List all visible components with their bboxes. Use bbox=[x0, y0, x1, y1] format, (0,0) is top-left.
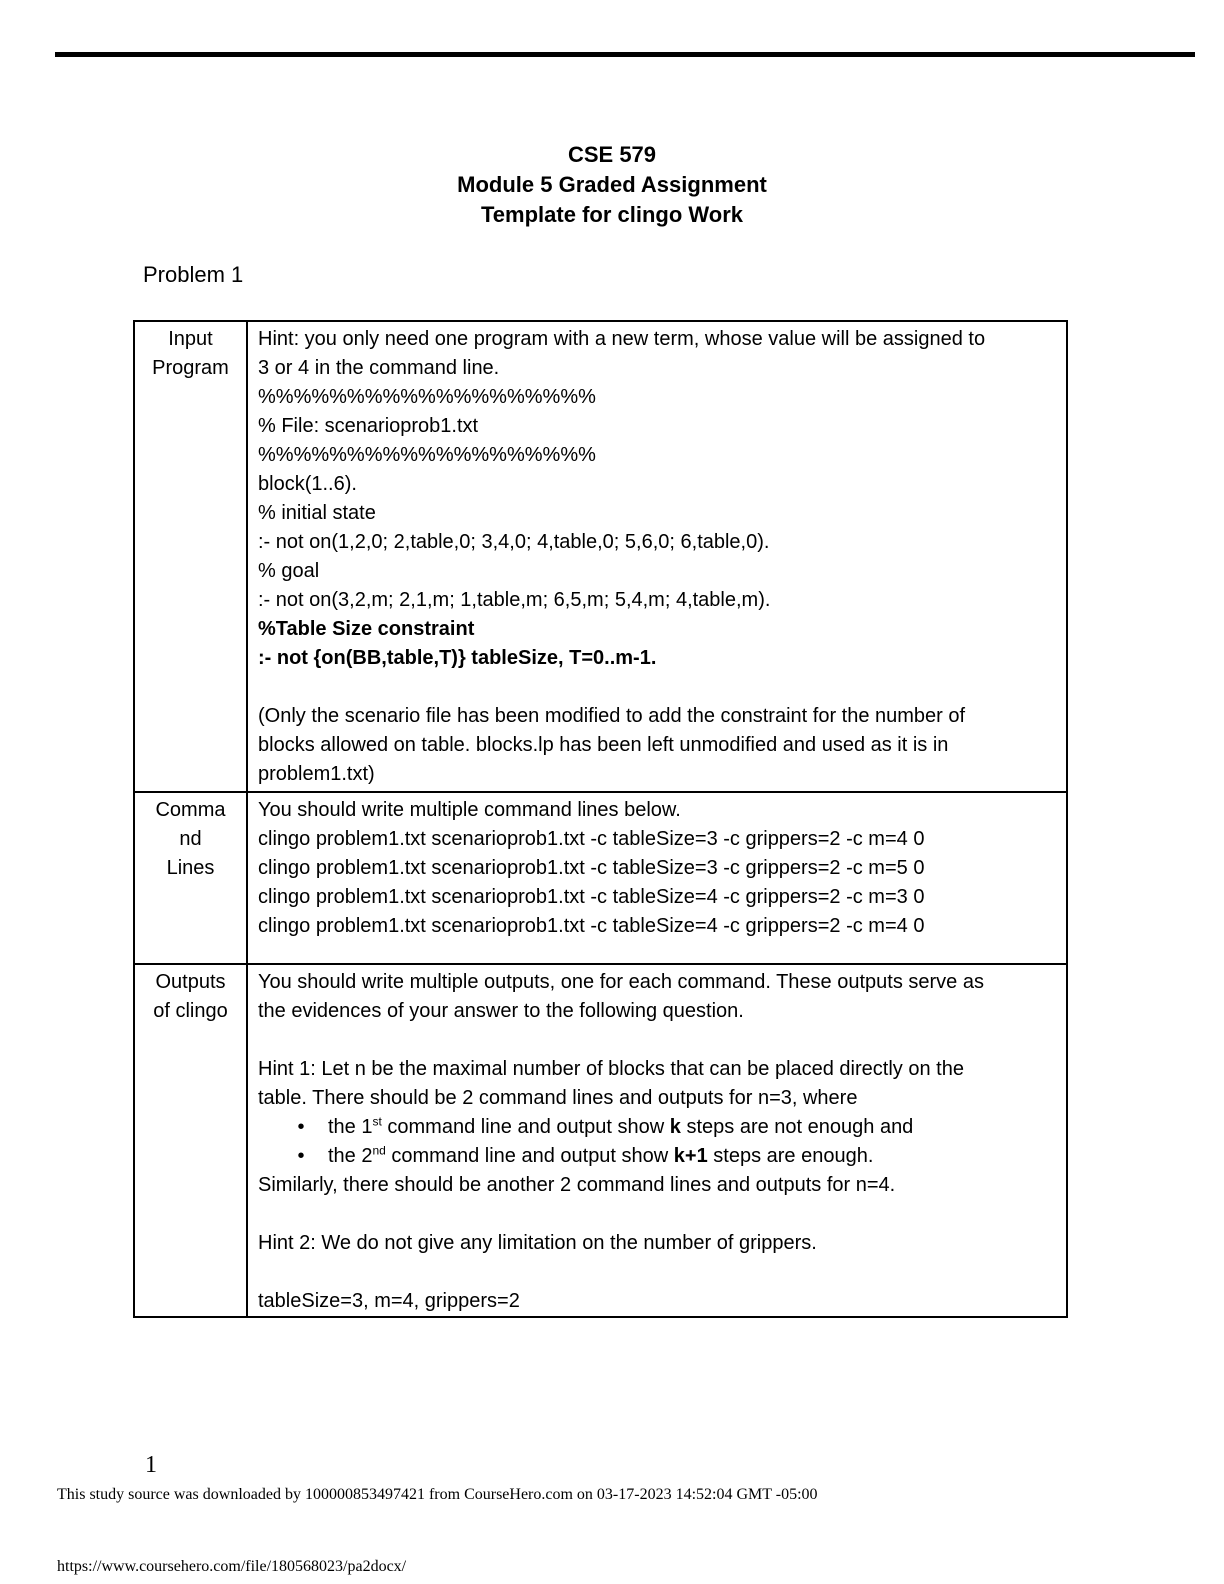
hint2-line: Hint 2: We do not give any limitation on the number of grippers. bbox=[258, 1232, 817, 1254]
header-rule bbox=[55, 52, 1195, 57]
problem-heading: Problem 1 bbox=[143, 262, 244, 287]
initial-state-comment: % initial state bbox=[258, 502, 376, 524]
clingo-command: clingo problem1.txt scenarioprob1.txt -c tableSize=4 -c grippers=2 -c m=3 0 bbox=[258, 886, 925, 908]
k-plus-one-steps: k+1 bbox=[673, 1145, 708, 1167]
row-header-input-program bbox=[134, 321, 247, 792]
row-header-line: Program bbox=[152, 357, 229, 379]
goal-comment: % goal bbox=[258, 560, 320, 582]
document-title bbox=[0, 140, 1224, 230]
outputs-intro-line: You should write multiple outputs, one for each command. These outputs serve as bbox=[258, 971, 984, 993]
row-header-command-lines bbox=[134, 792, 247, 964]
command-lines-intro: You should write multiple command lines below. bbox=[258, 799, 681, 821]
blank-line bbox=[258, 673, 1058, 702]
similarly-line: Similarly, there should be another 2 command lines and outputs for n=4. bbox=[258, 1174, 896, 1196]
table-row-command-lines bbox=[134, 792, 1067, 964]
input-program-cell bbox=[247, 321, 1067, 792]
percent-divider: %%%%%%%%%%%%%%%%%%% bbox=[258, 444, 596, 466]
title-course: CSE 579 bbox=[567, 142, 657, 167]
file-comment: % File: scenarioprob1.txt bbox=[258, 415, 479, 437]
note-line: problem1.txt) bbox=[258, 763, 375, 785]
note-line: blocks allowed on table. blocks.lp has been left unmodified and used as it is in bbox=[258, 734, 949, 756]
blank-line bbox=[258, 1200, 1058, 1229]
table-row-outputs bbox=[134, 964, 1067, 1317]
bullet-text: the 1st command line and output show k steps are not enough and bbox=[328, 1114, 914, 1138]
page-number: 1 bbox=[145, 1452, 157, 1478]
ordinal-superscript: st bbox=[372, 1114, 382, 1129]
hint-line: 3 or 4 in the command line. bbox=[258, 357, 500, 379]
percent-divider: %%%%%%%%%%%%%%%%%%% bbox=[258, 386, 596, 408]
bullet-icon: • bbox=[297, 1116, 305, 1138]
row-header-line: nd bbox=[179, 828, 202, 850]
clingo-command: clingo problem1.txt scenarioprob1.txt -c tableSize=3 -c grippers=2 -c m=5 0 bbox=[258, 857, 925, 879]
command-lines-cell bbox=[247, 792, 1067, 964]
hint1-line: table. There should be 2 command lines and outputs for n=3, where bbox=[258, 1087, 858, 1109]
bullet-text: the 2nd command line and output show k+1 steps are enough. bbox=[328, 1143, 874, 1167]
block-fact: block(1..6). bbox=[258, 473, 357, 495]
row-header-line: Lines bbox=[166, 857, 215, 879]
settings-line: tableSize=3, m=4, grippers=2 bbox=[258, 1290, 520, 1312]
table-size-constraint-rule: :- not {on(BB,table,T)} tableSize, T=0..m-1. bbox=[258, 647, 657, 669]
hint1-line: Hint 1: Let n be the maximal number of blocks that can be placed directly on the bbox=[258, 1058, 964, 1080]
hint-line: Hint: you only need one program with a new term, whose value will be assigned to bbox=[258, 328, 986, 350]
row-header-line: of clingo bbox=[153, 1000, 228, 1022]
bullet-item-first-command bbox=[258, 1113, 1058, 1142]
table-size-constraint-comment: %Table Size constraint bbox=[258, 618, 475, 640]
bullet-item-second-command bbox=[258, 1142, 1058, 1171]
blank-line bbox=[258, 1026, 1058, 1055]
outputs-intro-line: the evidences of your answer to the following question. bbox=[258, 1000, 744, 1022]
row-header-outputs bbox=[134, 964, 247, 1317]
row-header-line: Comma bbox=[155, 799, 226, 821]
download-note: This study source was downloaded by 100000853497421 from CourseHero.com on 03-17-2023 14:52:04 GMT -05:00 bbox=[57, 1486, 818, 1503]
outputs-cell bbox=[247, 964, 1067, 1317]
note-line: (Only the scenario file has been modified to add the constraint for the number of bbox=[258, 705, 966, 727]
initial-state-rule: :- not on(1,2,0; 2,table,0; 3,4,0; 4,table,0; 5,6,0; 6,table,0). bbox=[258, 531, 770, 553]
clingo-command: clingo problem1.txt scenarioprob1.txt -c tableSize=4 -c grippers=2 -c m=4 0 bbox=[258, 915, 925, 937]
bullet-icon: • bbox=[297, 1145, 305, 1167]
blank-line bbox=[258, 1258, 1058, 1287]
table-row-input-program bbox=[134, 321, 1067, 792]
ordinal-superscript: nd bbox=[372, 1143, 386, 1158]
title-template: Template for clingo Work bbox=[481, 202, 743, 227]
clingo-command: clingo problem1.txt scenarioprob1.txt -c tableSize=3 -c grippers=2 -c m=4 0 bbox=[258, 828, 925, 850]
k-steps: k bbox=[669, 1116, 681, 1138]
row-header-line: Outputs bbox=[155, 971, 226, 993]
source-url: https://www.coursehero.com/file/180568023/pa2docx/ bbox=[57, 1558, 407, 1575]
goal-rule: :- not on(3,2,m; 2,1,m; 1,table,m; 6,5,m; 5,4,m; 4,table,m). bbox=[258, 589, 771, 611]
problem1-table bbox=[133, 320, 1068, 1318]
title-module: Module 5 Graded Assignment bbox=[457, 172, 767, 197]
row-header-line: Input bbox=[168, 328, 213, 350]
